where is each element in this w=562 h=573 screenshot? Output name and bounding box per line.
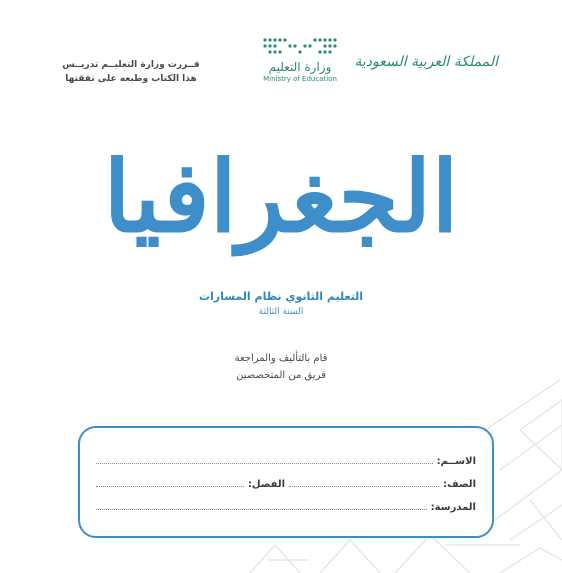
student-info-box — [78, 426, 494, 538]
school-label: المدرسة: — [430, 502, 476, 513]
name-row — [92, 451, 476, 467]
ministry-name-en: Ministry of Education — [263, 75, 337, 83]
decree-line-2: هذا الكتاب وطبعه على نفقتها — [65, 74, 197, 84]
kingdom-logo — [354, 54, 498, 84]
authors-credit — [0, 350, 562, 384]
book-title: الجغرافيا — [103, 140, 459, 255]
school-year: السنة الثالثة — [258, 307, 304, 317]
book-subtitle: التعليم الثانوي نظام المسارات — [198, 290, 364, 303]
class-label: الفصل: — [247, 479, 286, 490]
kingdom-logo-text: المملكة العربية السعودية — [354, 54, 498, 70]
decree-line-1: قــررت وزارة التعليــم تدريــس — [62, 60, 200, 70]
school-row — [92, 497, 476, 513]
decree-notice — [56, 58, 206, 86]
name-label: الاســم: — [436, 456, 476, 467]
header — [0, 30, 562, 100]
ministry-dots-icon — [261, 36, 339, 58]
ministry-logo — [255, 36, 345, 98]
authors-line-2: فريق من المتخصصين — [236, 370, 326, 381]
grade-field[interactable] — [289, 485, 439, 487]
school-field[interactable] — [96, 508, 427, 510]
ministry-name-ar: وزارة التعليم — [268, 60, 332, 74]
grade-row — [92, 474, 476, 490]
authors-line-1: قام بالتأليف والمراجعة — [234, 353, 328, 364]
name-field[interactable] — [96, 462, 433, 464]
class-field[interactable] — [96, 485, 244, 487]
grade-label: الصف: — [443, 479, 476, 490]
